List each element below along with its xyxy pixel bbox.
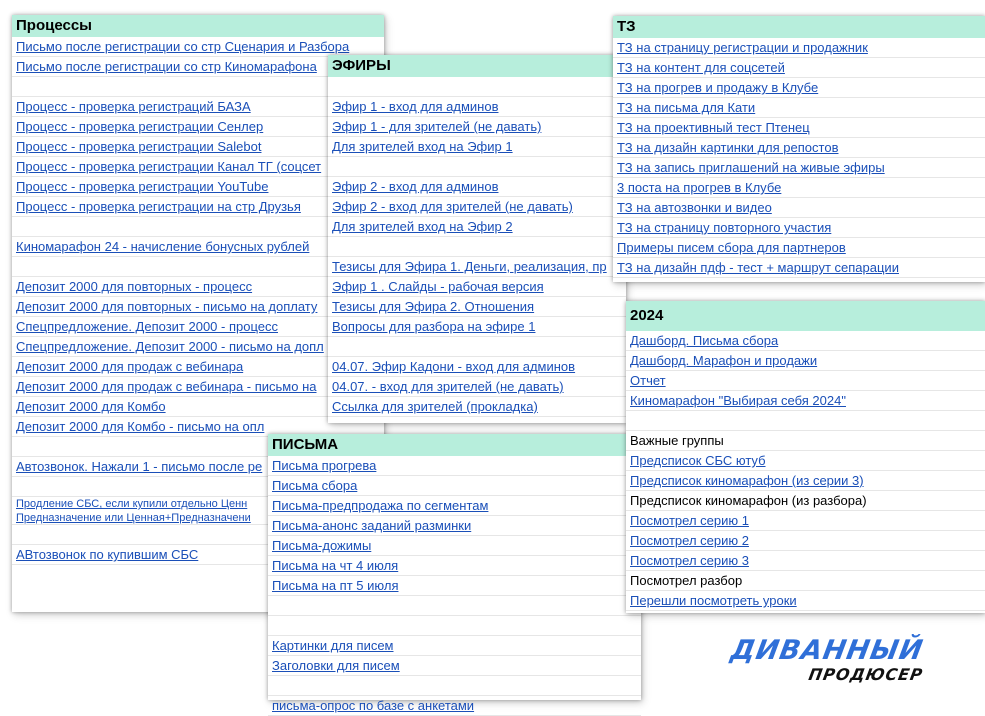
sheet-link[interactable]: Предсписок киномарафон (из серии 3) bbox=[626, 471, 985, 491]
sheet-title: ПИСЬМА bbox=[268, 434, 641, 456]
sheet-link[interactable]: Автозвонок. Нажали 1 - письмо после ре bbox=[12, 457, 384, 477]
sheet-efiry bbox=[328, 55, 626, 423]
sheet-link[interactable]: Спецпредложение. Депозит 2000 - письмо на допл bbox=[12, 337, 384, 357]
sheet-link[interactable]: Вопросы для разбора на эфире 1 bbox=[328, 317, 626, 337]
sheet-link[interactable]: Спецпредложение. Депозит 2000 - процесс bbox=[12, 317, 384, 337]
sheet-link[interactable]: ТЗ на автозвонки и видео bbox=[613, 198, 985, 218]
empty-row bbox=[626, 411, 985, 431]
sheet-link[interactable]: Письма на чт 4 июля bbox=[268, 556, 641, 576]
sheet-tz bbox=[613, 16, 985, 282]
sheet-link[interactable]: Для зрителей вход на Эфир 2 bbox=[328, 217, 626, 237]
sheet-link[interactable]: Эфир 2 - вход для зрителей (не давать) bbox=[328, 197, 626, 217]
sheet-link[interactable]: ТЗ на прогрев и продажу в Клубе bbox=[613, 78, 985, 98]
sheet-link[interactable]: Картинки для писем bbox=[268, 636, 641, 656]
empty-row bbox=[328, 157, 626, 177]
sheet-link[interactable]: ТЗ на дизайн картинки для репостов bbox=[613, 138, 985, 158]
sheet-link[interactable]: Тезисы для Эфира 1. Деньги, реализация, пр bbox=[328, 257, 626, 277]
sheet-link[interactable]: 3 поста на прогрев в Клубе bbox=[613, 178, 985, 198]
brand-logo-sub: ПРОДЮСЕР bbox=[807, 665, 925, 684]
sheet-link[interactable]: Письма-предпродажа по сегментам bbox=[268, 496, 641, 516]
sheet-title: ЭФИРЫ bbox=[328, 55, 626, 77]
sheet-link[interactable]: Письма сбора bbox=[268, 476, 641, 496]
sheet-link-line: Продление СБС, если купили отдельно Ценн bbox=[16, 498, 248, 510]
sheet-link[interactable]: Заголовки для писем bbox=[268, 656, 641, 676]
sheet-link[interactable]: ТЗ на дизайн пдф - тест + маршрут сепарации bbox=[613, 258, 985, 278]
brand-logo-main: ДИВАННЫЙ bbox=[728, 635, 926, 666]
sheet-link[interactable]: Дашборд. Марафон и продажи bbox=[626, 351, 985, 371]
sheet-link[interactable]: АВтозвонок по купившим СБС bbox=[12, 545, 384, 565]
sheet-title: Процессы bbox=[12, 15, 384, 37]
sheet-link[interactable]: Процесс - проверка регистраций БАЗА bbox=[12, 97, 384, 117]
sheet-rows bbox=[268, 456, 641, 716]
sheet-link[interactable]: Процесс - проверка регистрации Salebot bbox=[12, 137, 384, 157]
sheet-rows bbox=[613, 38, 985, 278]
sheet-link[interactable]: Депозит 2000 для продаж с вебинара bbox=[12, 357, 384, 377]
sheet-title: ТЗ bbox=[613, 16, 985, 38]
sheet-link[interactable]: Письма на пт 5 июля bbox=[268, 576, 641, 596]
sheet-link-line: Предназначение или Ценная+Предназначени bbox=[16, 512, 251, 524]
sheet-link[interactable]: Депозит 2000 для повторных - процесс bbox=[12, 277, 384, 297]
sheet-link[interactable]: письма-опрос по базе с анкетами bbox=[268, 696, 641, 716]
sheet-link[interactable]: Эфир 1 - вход для админов bbox=[328, 97, 626, 117]
sheet-2024 bbox=[626, 301, 985, 613]
empty-row bbox=[328, 237, 626, 257]
empty-row bbox=[268, 616, 641, 636]
sheet-link[interactable]: Перешли посмотреть уроки bbox=[626, 591, 985, 611]
sheet-link[interactable]: Письмо после регистрации со стр Киномарафона bbox=[12, 57, 384, 77]
sheet-link[interactable]: Процесс - проверка регистрации YouTube bbox=[12, 177, 384, 197]
sheet-link[interactable]: Отчет bbox=[626, 371, 985, 391]
empty-row bbox=[268, 676, 641, 696]
sheet-link[interactable]: Тезисы для Эфира 2. Отношения bbox=[328, 297, 626, 317]
sheet-link[interactable]: Депозит 2000 для Комбо bbox=[12, 397, 384, 417]
sheet-link[interactable]: ТЗ на проективный тест Птенец bbox=[613, 118, 985, 138]
sheet-link[interactable]: Депозит 2000 для продаж с вебинара - письмо на bbox=[12, 377, 384, 397]
sheet-title: 2024 bbox=[626, 301, 985, 331]
sheet-link[interactable]: ТЗ на письма для Кати bbox=[613, 98, 985, 118]
sheet-text: Важные группы bbox=[626, 431, 985, 451]
sheet-link[interactable]: Письмо после регистрации со стр Сценария и Разбора bbox=[12, 37, 384, 57]
sheet-link[interactable]: ТЗ на страницу регистрации и продажник bbox=[613, 38, 985, 58]
sheet-link[interactable]: Процесс - проверка регистрации на стр Друзья bbox=[12, 197, 384, 217]
sheet-rows bbox=[626, 331, 985, 611]
sheet-link[interactable]: Эфир 1 . Слайды - рабочая версия bbox=[328, 277, 626, 297]
sheet-link[interactable]: Для зрителей вход на Эфир 1 bbox=[328, 137, 626, 157]
sheet-rows bbox=[328, 77, 626, 417]
sheet-link[interactable]: Дашборд. Письма сбора bbox=[626, 331, 985, 351]
sheet-link[interactable]: ТЗ на контент для соцсетей bbox=[613, 58, 985, 78]
sheet-link[interactable]: Киномарафон 24 - начисление бонусных рублей bbox=[12, 237, 384, 257]
empty-row bbox=[268, 596, 641, 616]
sheet-link[interactable]: Посмотрел серию 2 bbox=[626, 531, 985, 551]
sheet-text: Предсписок киномарафон (из разбора) bbox=[626, 491, 985, 511]
sheet-link[interactable]: Письма-дожимы bbox=[268, 536, 641, 556]
sheet-link[interactable]: Письма-анонс заданий разминки bbox=[268, 516, 641, 536]
sheet-link[interactable]: Ссылка для зрителей (прокладка) bbox=[328, 397, 626, 417]
sheet-link[interactable]: Депозит 2000 для Комбо - письмо на опл bbox=[12, 417, 384, 437]
sheet-link[interactable]: Эфир 1 - для зрителей (не давать) bbox=[328, 117, 626, 137]
sheet-link[interactable]: Примеры писем сбора для партнеров bbox=[613, 238, 985, 258]
sheet-link[interactable]: Процесс - проверка регистрации Канал ТГ (соцсет bbox=[12, 157, 384, 177]
sheet-link[interactable]: Предсписок СБС ютуб bbox=[626, 451, 985, 471]
sheet-link[interactable]: Эфир 2 - вход для админов bbox=[328, 177, 626, 197]
sheet-link[interactable]: Посмотрел серию 3 bbox=[626, 551, 985, 571]
sheet-link[interactable]: Процесс - проверка регистрации Сенлер bbox=[12, 117, 384, 137]
sheet-pisma bbox=[268, 434, 641, 713]
sheet-link[interactable]: 04.07. - вход для зрителей (не давать) bbox=[328, 377, 626, 397]
empty-row bbox=[328, 77, 626, 97]
sheet-link[interactable]: Депозит 2000 для повторных - письмо на доплату bbox=[12, 297, 384, 317]
brand-logo bbox=[728, 635, 926, 684]
sheet-link[interactable]: ТЗ на запись приглашений на живые эфиры bbox=[613, 158, 985, 178]
empty-row bbox=[328, 337, 626, 357]
sheet-link[interactable]: Письма прогрева bbox=[268, 456, 641, 476]
sheet-text: Посмотрел разбор bbox=[626, 571, 985, 591]
sheet-link[interactable]: Посмотрел серию 1 bbox=[626, 511, 985, 531]
sheet-link[interactable]: ТЗ на страницу повторного участия bbox=[613, 218, 985, 238]
sheet-link[interactable]: Киномарафон "Выбирая себя 2024" bbox=[626, 391, 985, 411]
sheet-link[interactable]: 04.07. Эфир Кадони - вход для админов bbox=[328, 357, 626, 377]
